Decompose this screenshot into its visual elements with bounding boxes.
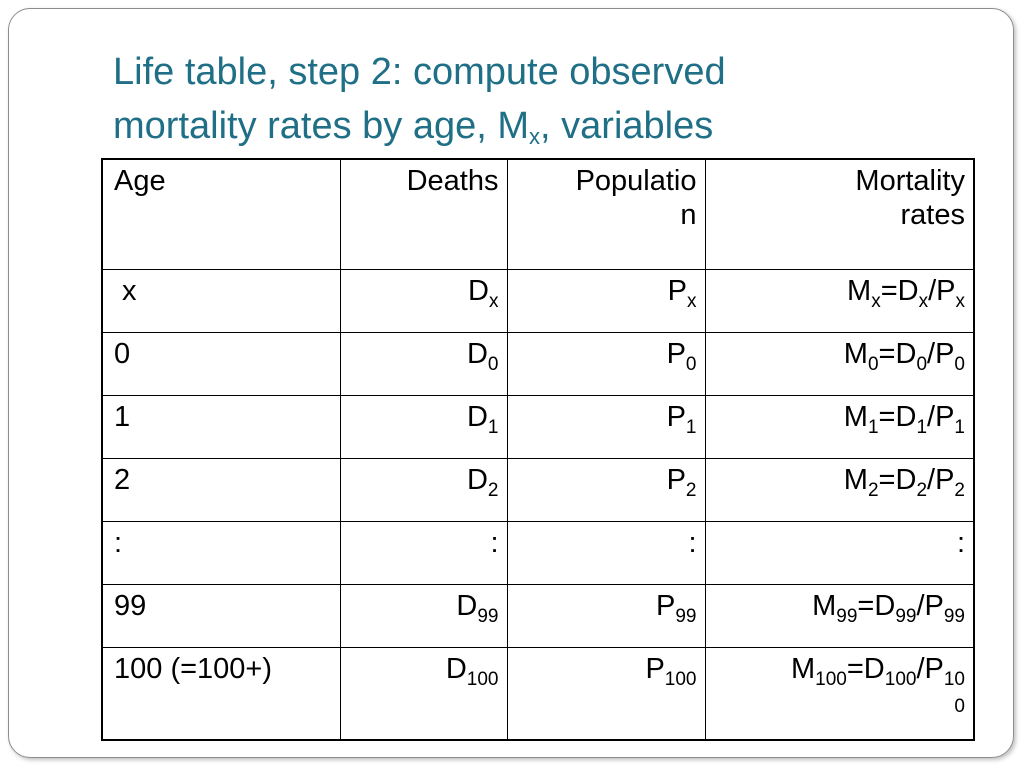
cell-mortality bbox=[705, 647, 974, 740]
mortality-subscript: 0 bbox=[867, 353, 879, 375]
deaths-symbol: D bbox=[445, 652, 467, 685]
deaths-subscript: 1 bbox=[487, 416, 499, 438]
cell-deaths bbox=[340, 332, 507, 395]
formula-population: /P bbox=[916, 589, 944, 622]
population-subscript: 99 bbox=[675, 605, 697, 627]
deaths-subscript: 2 bbox=[487, 479, 499, 501]
cell-deaths bbox=[340, 269, 507, 332]
formula-deaths: =D bbox=[857, 589, 896, 622]
formula-population-subscript: 10 bbox=[943, 668, 965, 690]
cell-age: 100 (=100+) bbox=[102, 647, 340, 740]
formula-population: /P bbox=[927, 463, 955, 496]
cell-population bbox=[507, 584, 705, 647]
mortality-symbol: M bbox=[847, 274, 872, 307]
header-row bbox=[102, 159, 974, 269]
cell-deaths bbox=[340, 584, 507, 647]
mortality-subscript: x bbox=[871, 290, 881, 312]
table-row bbox=[102, 269, 974, 332]
formula-deaths: =D bbox=[880, 274, 919, 307]
header-age: Age bbox=[102, 159, 340, 269]
population-symbol: P bbox=[667, 274, 687, 307]
formula-deaths-subscript: x bbox=[918, 290, 929, 312]
formula-population-subscript-wrap: 0 bbox=[954, 695, 965, 717]
population-symbol: P bbox=[645, 652, 665, 685]
deaths-subscript: 99 bbox=[477, 605, 499, 627]
cell-population bbox=[507, 395, 705, 458]
formula-population: /P bbox=[928, 274, 956, 307]
cell-population bbox=[507, 647, 705, 740]
formula-population-subscript: 0 bbox=[954, 353, 965, 375]
cell-mortality bbox=[705, 458, 974, 521]
formula-population: /P bbox=[916, 652, 944, 685]
formula-deaths: =D bbox=[846, 652, 885, 685]
population-subscript: 0 bbox=[685, 353, 697, 375]
mortality-symbol: M bbox=[843, 463, 868, 496]
formula-deaths-subscript: 1 bbox=[916, 416, 928, 438]
deaths-symbol: D bbox=[468, 274, 489, 307]
cell-deaths: : bbox=[340, 521, 507, 584]
formula-deaths: =D bbox=[878, 400, 917, 433]
cell-population: : bbox=[507, 521, 705, 584]
cell-deaths bbox=[340, 395, 507, 458]
table-row bbox=[102, 458, 974, 521]
mortality-symbol: M bbox=[812, 589, 837, 622]
header-mortality-part2: rates bbox=[900, 199, 965, 231]
population-subscript: 2 bbox=[685, 479, 697, 501]
mortality-subscript: 99 bbox=[836, 605, 858, 627]
table-row bbox=[102, 584, 974, 647]
cell-age: 2 bbox=[102, 458, 340, 521]
header-mortality-part1: Mortality bbox=[855, 165, 965, 197]
mortality-subscript: 2 bbox=[867, 479, 879, 501]
deaths-symbol: D bbox=[456, 589, 478, 622]
population-symbol: P bbox=[666, 337, 686, 370]
header-mortality-rates bbox=[705, 159, 974, 269]
population-subscript: x bbox=[687, 290, 697, 312]
population-subscript: 1 bbox=[685, 416, 697, 438]
mortality-symbol: M bbox=[790, 652, 816, 685]
deaths-subscript: 100 bbox=[466, 668, 499, 690]
cell-age: 99 bbox=[102, 584, 340, 647]
mortality-subscript: 1 bbox=[867, 416, 879, 438]
formula-population-subscript: x bbox=[955, 290, 965, 312]
slide-title bbox=[113, 45, 913, 153]
formula-deaths: =D bbox=[878, 337, 917, 370]
formula-population: /P bbox=[927, 337, 955, 370]
cell-population bbox=[507, 332, 705, 395]
table-row bbox=[102, 395, 974, 458]
mortality-symbol: M bbox=[843, 337, 868, 370]
header-population bbox=[507, 159, 705, 269]
title-subscript: x bbox=[529, 124, 541, 149]
cell-age: : bbox=[102, 521, 340, 584]
cell-age: x bbox=[102, 269, 340, 332]
mortality-subscript: 100 bbox=[815, 668, 847, 690]
formula-deaths-subscript: 100 bbox=[884, 668, 917, 690]
formula-population-subscript: 1 bbox=[954, 416, 965, 438]
deaths-symbol: D bbox=[466, 463, 488, 496]
table-row bbox=[102, 647, 974, 740]
population-subscript: 100 bbox=[664, 668, 697, 690]
cell-deaths bbox=[340, 458, 507, 521]
table-row bbox=[102, 332, 974, 395]
formula-deaths-subscript: 2 bbox=[916, 479, 928, 501]
header-population-part2: n bbox=[680, 199, 697, 231]
title-line-1: Life table, step 2: compute observed bbox=[113, 51, 726, 93]
mortality-symbol: M bbox=[843, 400, 868, 433]
cell-deaths bbox=[340, 647, 507, 740]
header-population-part1: Populatio bbox=[575, 165, 697, 197]
table-row bbox=[102, 521, 974, 584]
formula-deaths: =D bbox=[878, 463, 917, 496]
cell-mortality bbox=[705, 269, 974, 332]
population-symbol: P bbox=[656, 589, 676, 622]
header-deaths: Deaths bbox=[340, 159, 507, 269]
formula-population: /P bbox=[927, 400, 955, 433]
deaths-subscript: x bbox=[489, 290, 499, 312]
title-line-2: mortality rates by age, M bbox=[113, 105, 530, 147]
deaths-subscript: 0 bbox=[487, 353, 499, 375]
title-line-2-end: , variables bbox=[540, 105, 714, 147]
formula-deaths-subscript: 99 bbox=[895, 605, 917, 627]
formula-deaths-subscript: 0 bbox=[916, 353, 928, 375]
cell-mortality bbox=[705, 584, 974, 647]
deaths-symbol: D bbox=[466, 400, 488, 433]
life-table bbox=[101, 158, 975, 741]
cell-population bbox=[507, 269, 705, 332]
population-symbol: P bbox=[666, 463, 686, 496]
formula-population-subscript: 2 bbox=[954, 479, 965, 501]
cell-mortality: : bbox=[705, 521, 974, 584]
population-symbol: P bbox=[666, 400, 686, 433]
cell-age: 0 bbox=[102, 332, 340, 395]
cell-mortality bbox=[705, 332, 974, 395]
cell-mortality bbox=[705, 395, 974, 458]
cell-age: 1 bbox=[102, 395, 340, 458]
deaths-symbol: D bbox=[466, 337, 488, 370]
cell-population bbox=[507, 458, 705, 521]
formula-population-subscript: 99 bbox=[943, 605, 965, 627]
